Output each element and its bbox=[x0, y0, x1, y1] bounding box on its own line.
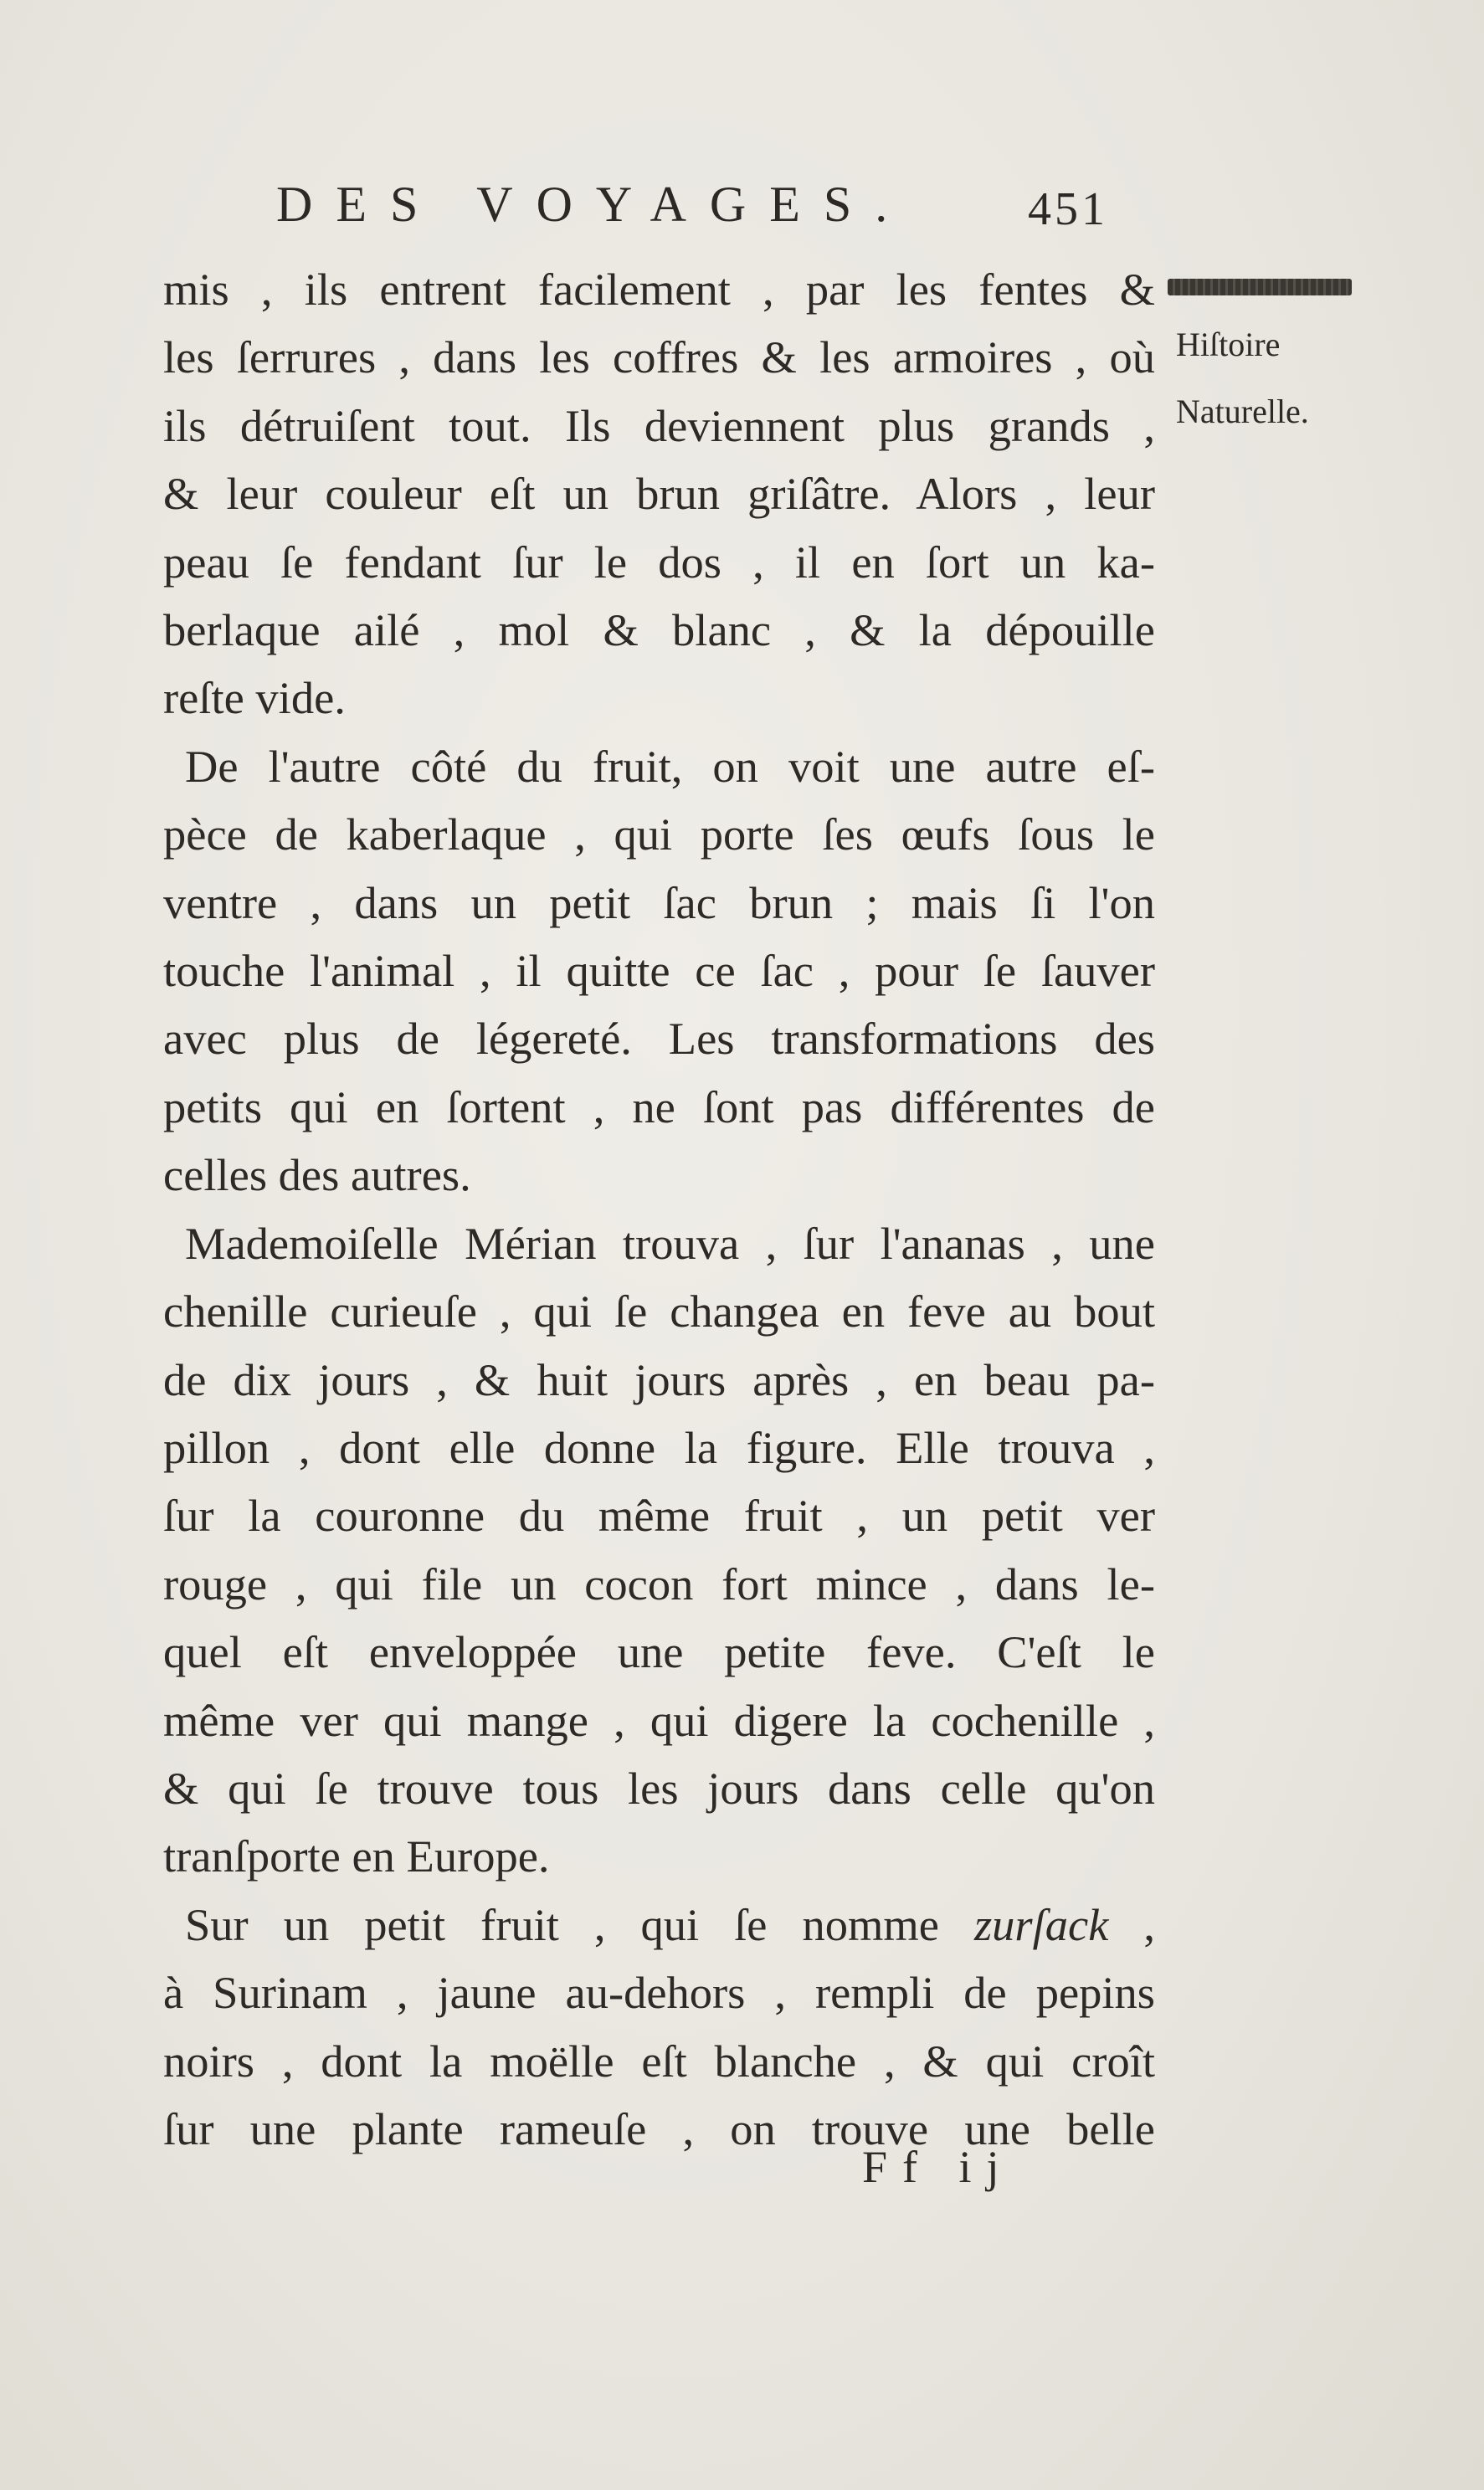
text-line: tranſporte en Europe. bbox=[163, 1830, 550, 1882]
text-line: reſte vide. bbox=[163, 672, 346, 724]
text-line: ſur une plante rameuſe , on trouve une belle bbox=[163, 2102, 1155, 2154]
text-run: , bbox=[1108, 1898, 1156, 1950]
running-head: DES VOYAGES. bbox=[276, 177, 911, 232]
paragraph-1 bbox=[163, 255, 1155, 732]
marginal-note bbox=[1176, 311, 1377, 445]
paragraph-3 bbox=[163, 1209, 1155, 1891]
plant-name-italic: zurſack bbox=[973, 1898, 1109, 1950]
text-line: à Surinam , jaune au-dehors , rempli de pepins bbox=[163, 1967, 1155, 2019]
text-line: & leur couleur eſt un brun griſâtre. Alors , leur bbox=[163, 468, 1155, 520]
body-text bbox=[163, 255, 1155, 2163]
paragraph-2 bbox=[163, 732, 1155, 1209]
text-line: ventre , dans un petit ſac brun ; mais ſi l'on bbox=[163, 876, 1155, 928]
text-line: & qui ſe trouve tous les jours dans celle qu'on bbox=[163, 1762, 1155, 1814]
text-line bbox=[163, 1891, 1155, 1959]
text-line: ils détruiſent tout. Ils deviennent plus grands , bbox=[163, 399, 1155, 451]
text-line: pillon , dont elle donne la figure. Elle trouva , bbox=[163, 1421, 1155, 1473]
text-line: Mademoiſelle Mérian trouva , ſur l'ananas , une bbox=[185, 1217, 1155, 1269]
marginal-note-line: Hiſtoire bbox=[1176, 326, 1281, 363]
marginal-note-line: Naturelle. bbox=[1176, 393, 1309, 430]
text-line: rouge , qui file un cocon fort mince , dans le- bbox=[163, 1558, 1155, 1610]
text-line: même ver qui mange , qui digere la cochenille , bbox=[163, 1694, 1155, 1746]
text-line: chenille curieuſe , qui ſe changea en feve au bout bbox=[163, 1286, 1155, 1337]
text-line: berlaque ailé , mol & blanc , & la dépouille bbox=[163, 604, 1155, 656]
text-line: de dix jours , & huit jours après , en beau pa- bbox=[163, 1353, 1155, 1405]
text-line: petits qui en ſortent , ne ſont pas différentes de bbox=[163, 1081, 1155, 1132]
text-line: noirs , dont la moëlle eſt blanche , & qui croît bbox=[163, 2035, 1155, 2087]
text-line: ſur la couronne du même fruit , un petit ver bbox=[163, 1490, 1155, 1542]
paragraph-4 bbox=[163, 1891, 1155, 2164]
text-line: pèce de kaberlaque , qui porte ſes œufs ſous le bbox=[163, 809, 1155, 860]
text-run: Sur un petit fruit , qui ſe nomme bbox=[185, 1898, 974, 1950]
printer-signature-mark: Ff ij bbox=[862, 2142, 1014, 2192]
text-line: celles des autres. bbox=[163, 1149, 471, 1201]
page-number: 451 bbox=[1028, 183, 1108, 235]
text-line: les ſerrures , dans les coffres & les armoires , où bbox=[163, 331, 1155, 383]
margin-ornament-rule bbox=[1168, 279, 1352, 295]
text-line: mis , ils entrent facilement , par les fentes & bbox=[163, 264, 1155, 315]
text-line: avec plus de légereté. Les transformations des bbox=[163, 1013, 1155, 1065]
page-header bbox=[0, 167, 1484, 243]
gutter-stain bbox=[12, 2126, 22, 2185]
text-line: peau ſe fendant ſur le dos , il en ſort un ka- bbox=[163, 536, 1155, 588]
text-line: quel eſt enveloppée une petite feve. C'eſt le bbox=[163, 1626, 1155, 1678]
text-line: touche l'animal , il quitte ce ſac , pour ſe ſauver bbox=[163, 945, 1155, 997]
text-line: De l'autre côté du fruit, on voit une autre eſ- bbox=[185, 740, 1155, 792]
